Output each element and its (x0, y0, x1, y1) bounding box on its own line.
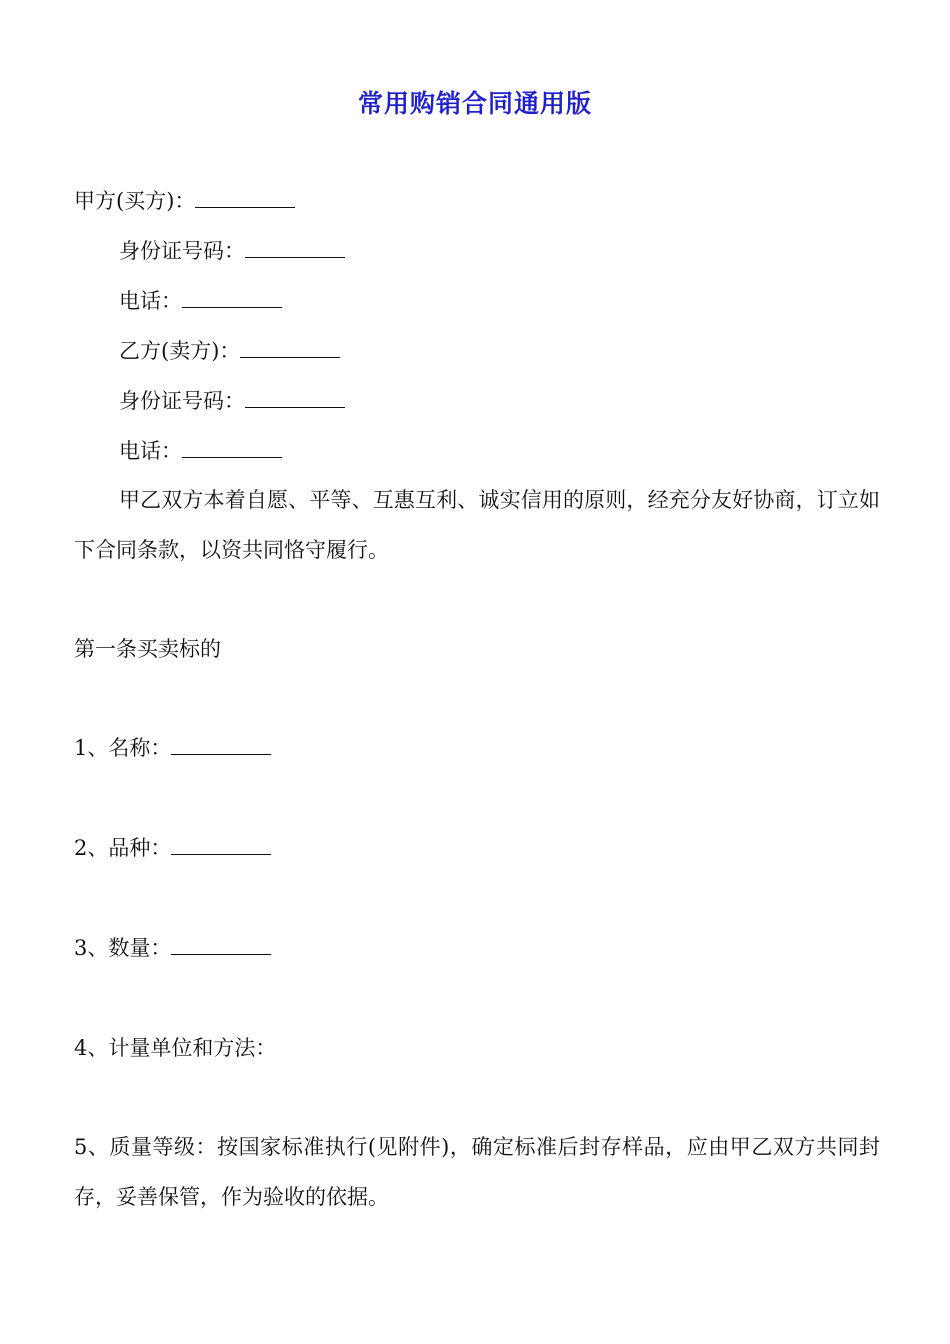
item-name-blank (171, 736, 271, 755)
party-b-id-blank (245, 389, 345, 408)
item-quantity-label: 3、数量： (74, 936, 172, 960)
party-a-id-blank (245, 239, 345, 258)
item-name-line (74, 735, 271, 761)
party-b-line (119, 338, 340, 364)
item-variety-blank (171, 836, 271, 855)
party-b-phone-label: 电话： (119, 439, 182, 463)
item-unit-label: 4、计量单位和方法： (74, 1036, 277, 1060)
document-title: 常用购销合同通用版 (357, 89, 592, 118)
party-b-phone-blank (182, 439, 282, 458)
party-a-phone-blank (182, 289, 282, 308)
item-quality-paragraph: 5、质量等级：按国家标准执行(见附件)，确定标准后封存样品，应由甲乙双方共同封存，妥善保管，作为验收的依据。 (74, 1135, 880, 1209)
item-quantity-blank (171, 936, 271, 955)
party-a-line (74, 188, 295, 214)
item-quantity-line (74, 935, 271, 961)
party-a-phone-line (119, 288, 282, 314)
party-a-label: 甲方(买方)： (74, 189, 196, 213)
party-a-blank (195, 189, 295, 208)
item-name-label: 1、名称： (74, 736, 172, 760)
party-a-id-label: 身份证号码： (119, 239, 245, 263)
party-a-phone-label: 电话： (119, 289, 182, 313)
item-unit-line (74, 1035, 276, 1061)
party-a-id-line (119, 238, 345, 264)
intro-paragraph: 甲乙双方本着自愿、平等、互惠互利、诚实信用的原则，经充分友好协商，订立如下合同条款，以资共同恪守履行。 (74, 488, 880, 562)
party-b-label: 乙方(卖方)： (119, 339, 241, 363)
article-1-heading: 第一条买卖标的 (74, 637, 221, 661)
party-b-phone-line (119, 438, 282, 464)
item-variety-line (74, 835, 271, 861)
item-variety-label: 2、品种： (74, 836, 172, 860)
party-b-blank (240, 339, 340, 358)
party-b-id-label: 身份证号码： (119, 389, 245, 413)
party-b-id-line (119, 388, 345, 414)
